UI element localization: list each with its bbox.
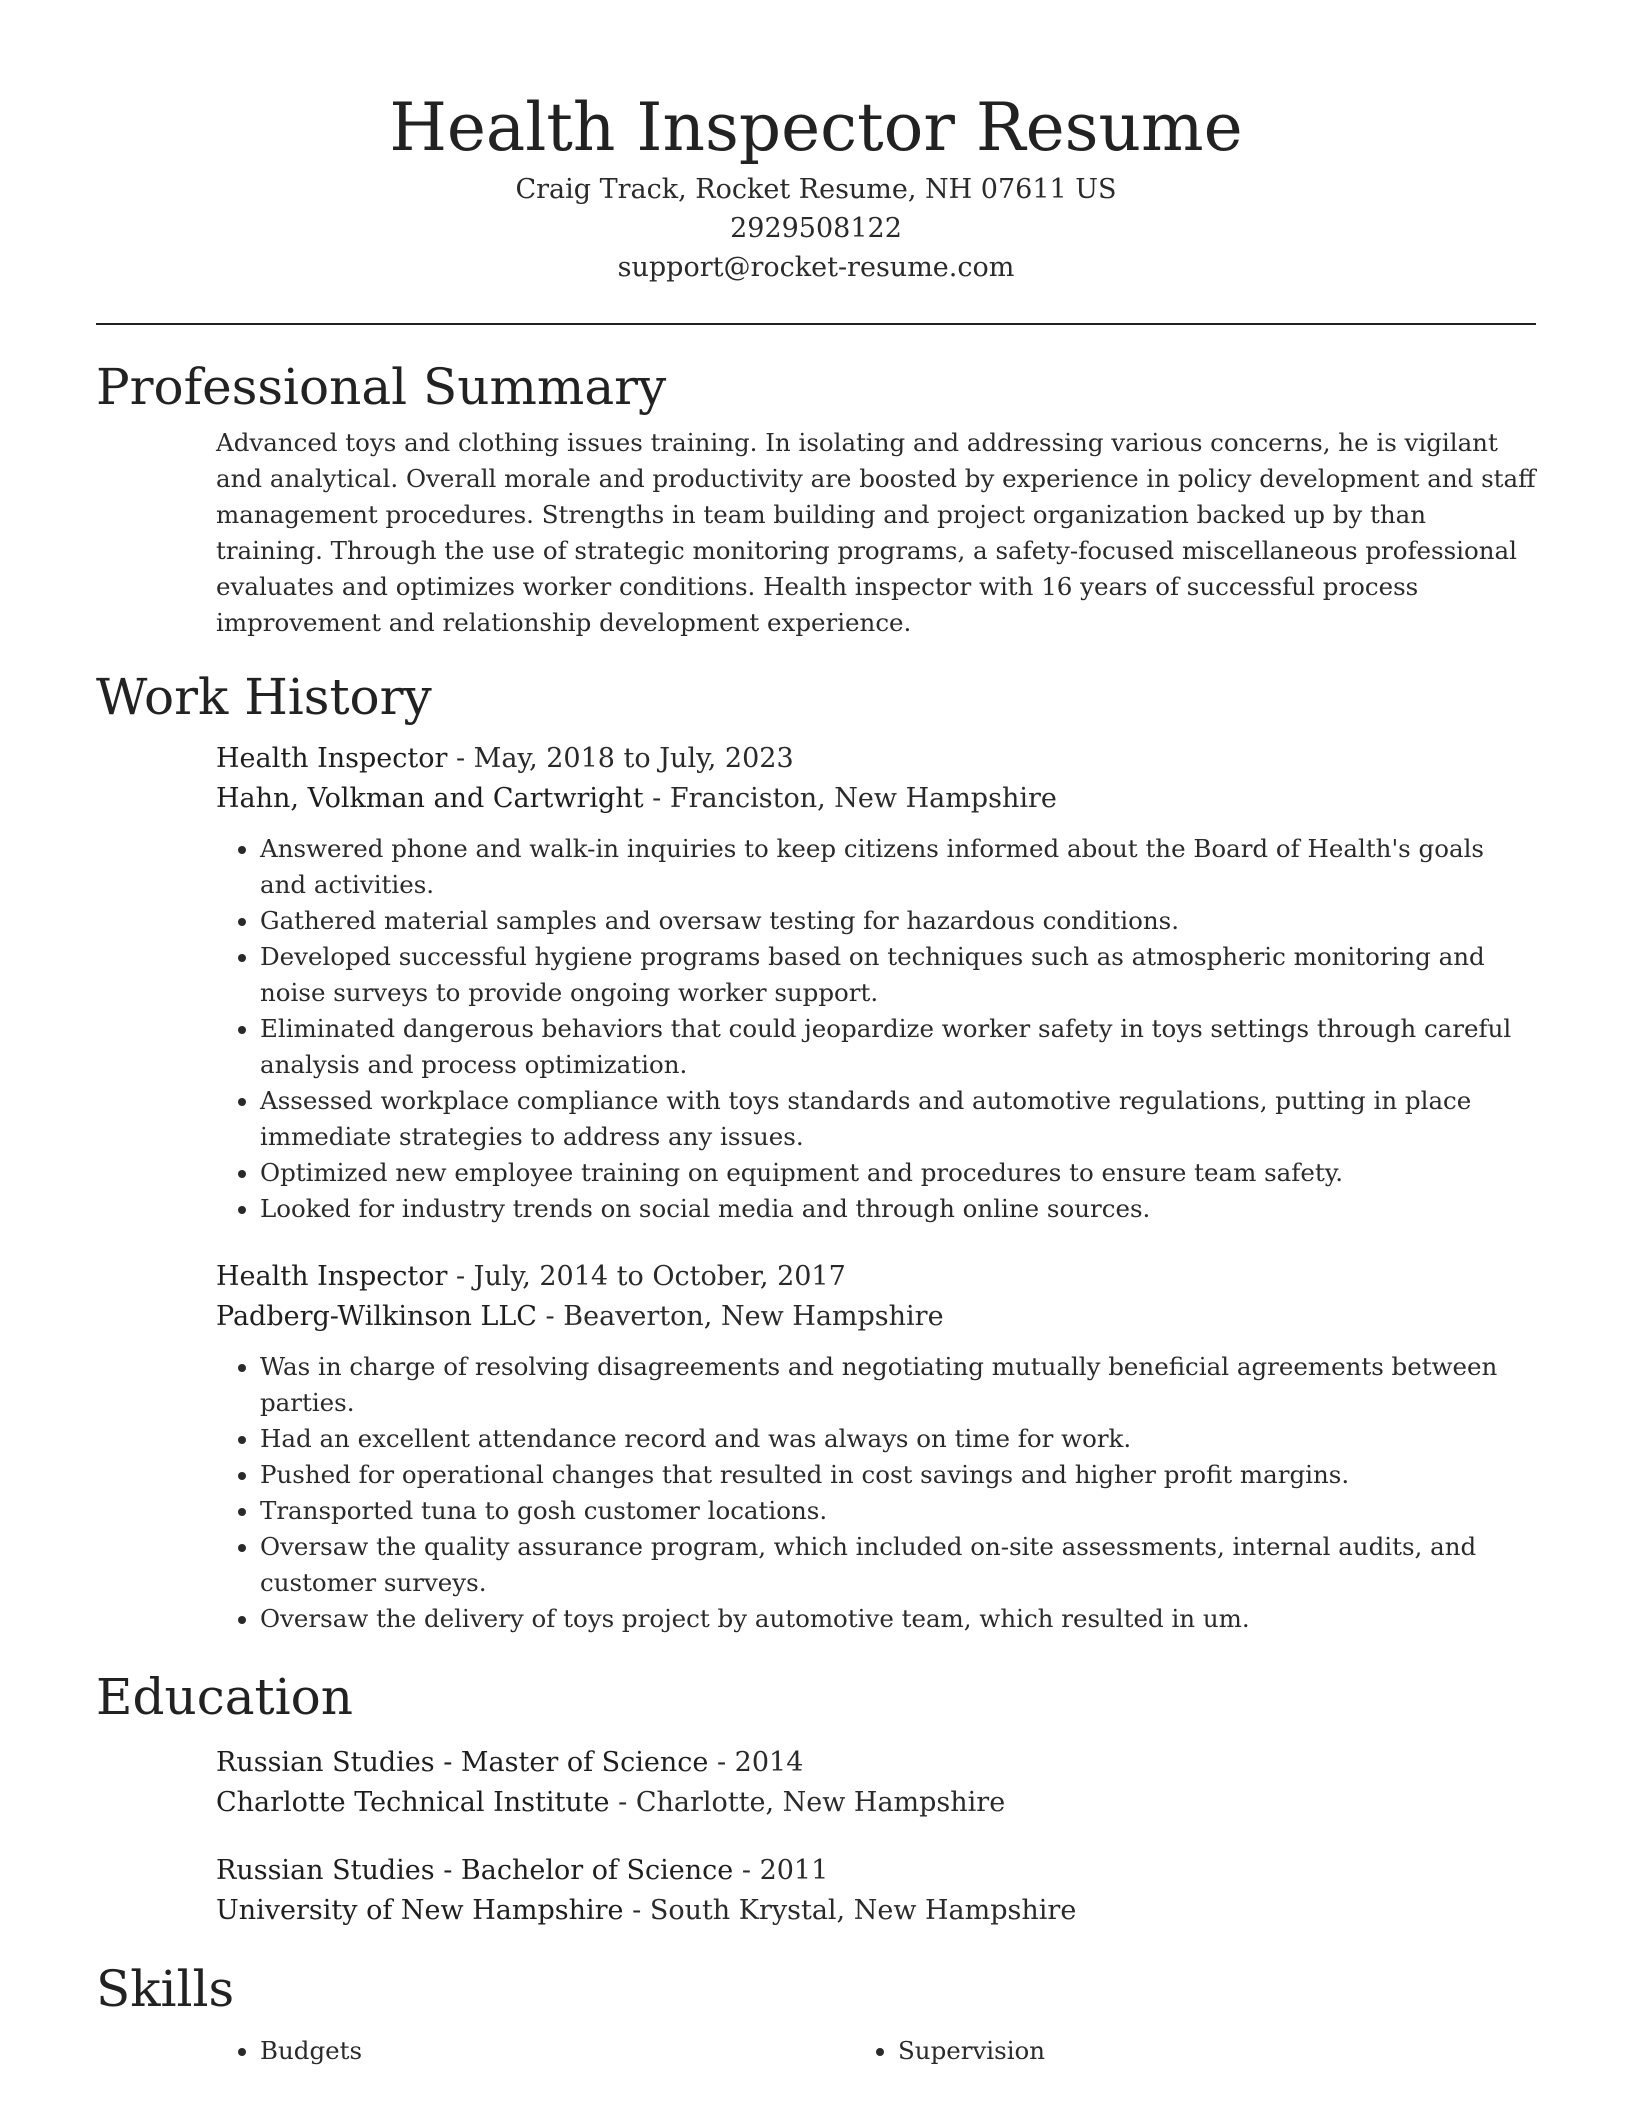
education-entry <box>216 1851 1536 1931</box>
list-item: • Developed successful hygiene programs based on techniques such as atmospheric monitoring and noise surveys to provide ongoing worker support. <box>260 939 1536 1011</box>
education-location: - Charlotte, New Hampshire <box>609 1787 1006 1818</box>
education-degree-line <box>216 1743 1536 1783</box>
list-item: • Oversaw the delivery of toys project by automotive team, which resulted in um. <box>260 1601 1536 1637</box>
job-bullets <box>216 1349 1536 1637</box>
job-entry <box>216 739 1536 1227</box>
job-company: Padberg-Wilkinson LLC <box>216 1301 537 1332</box>
skills-heading: Skills <box>96 1960 235 2018</box>
work-history-body <box>216 739 1536 1637</box>
education-section <box>96 1665 1536 1931</box>
education-year: - 2011 <box>733 1855 829 1886</box>
education-school-line <box>216 1783 1536 1823</box>
list-item: • Optimized new employee training on equipment and procedures to ensure team safety. <box>260 1155 1536 1191</box>
list-item: • Looked for industry trends on social media and through online sources. <box>260 1191 1536 1227</box>
list-item: • Answered phone and walk-in inquiries to keep citizens informed about the Board of Health's goals and activities. <box>260 831 1536 903</box>
job-role: Health Inspector <box>216 743 448 774</box>
job-title-line <box>216 1257 1536 1297</box>
job-bullets <box>216 831 1536 1227</box>
summary-body <box>216 425 1536 641</box>
job-location: - Beaverton, New Hampshire <box>536 1301 944 1332</box>
contact-address: Craig Track, Rocket Resume, NH 07611 US <box>515 174 1117 205</box>
job-role: Health Inspector <box>216 1261 448 1292</box>
list-item: • Eliminated dangerous behaviors that could jeopardize worker safety in toys settings through careful analysis and process optimization. <box>260 1011 1536 1083</box>
job-dates: - May, 2018 to July, 2023 <box>447 743 794 774</box>
contact-email: support@rocket-resume.com <box>617 252 1015 283</box>
education-body <box>216 1743 1536 1931</box>
work-history-heading: Work History <box>96 668 432 726</box>
list-item: • Pushed for operational changes that resulted in cost savings and higher profit margins. <box>260 1457 1536 1493</box>
list-item: • Budgets <box>260 2033 898 2069</box>
list-item: • Had an excellent attendance record and was always on time for work. <box>260 1421 1536 1457</box>
contact-phone: 2929508122 <box>730 213 902 244</box>
list-item: • Oversaw the quality assurance program, which included on-site assessments, internal audits, and customer surveys. <box>260 1529 1536 1601</box>
job-dates: - July, 2014 to October, 2017 <box>447 1261 846 1292</box>
education-entry <box>216 1743 1536 1823</box>
education-year: - 2014 <box>708 1747 804 1778</box>
list-item: • Transported tuna to gosh customer locations. <box>260 1493 1536 1529</box>
education-degree: Russian Studies - Master of Science <box>216 1747 709 1778</box>
header-divider <box>96 323 1536 325</box>
job-company-line <box>216 779 1536 819</box>
job-company-line <box>216 1297 1536 1337</box>
resume-header <box>96 0 1536 287</box>
education-school: University of New Hampshire <box>216 1895 624 1926</box>
job-entry <box>216 1257 1536 1637</box>
summary-heading: Professional Summary <box>96 358 667 416</box>
summary-text: Advanced toys and clothing issues training. In isolating and addressing various concerns, he is vigilant and analytical. Overall morale and productivity are boosted by experience in policy development and staff management procedures. Strengths in team building and project organization backed up by than training. Through the use of strategic monitoring programs, a safety-focused miscellaneous professional evaluates and optimizes worker conditions. Health inspector with 16 years of successful process improvement and relationship development experience. <box>216 428 1536 637</box>
education-school-line <box>216 1891 1536 1931</box>
job-location: - Franciston, New Hampshire <box>643 783 1057 814</box>
education-heading: Education <box>96 1668 353 1726</box>
summary-section <box>96 355 1536 641</box>
job-company: Hahn, Volkman and Cartwright <box>216 783 644 814</box>
job-title-line <box>216 739 1536 779</box>
list-item: • Was in charge of resolving disagreements and negotiating mutually beneficial agreements between parties. <box>260 1349 1536 1421</box>
list-item: • Supervision <box>898 2033 1536 2069</box>
skills-list <box>216 2033 1536 2069</box>
work-history-section <box>96 665 1536 1637</box>
list-item: • Gathered material samples and oversaw testing for hazardous conditions. <box>260 903 1536 939</box>
education-degree: Russian Studies - Bachelor of Science <box>216 1855 734 1886</box>
education-location: - South Krystal, New Hampshire <box>623 1895 1077 1926</box>
skills-body <box>216 2033 1536 2069</box>
skills-section <box>96 1957 1536 2069</box>
education-degree-line <box>216 1851 1536 1891</box>
education-school: Charlotte Technical Institute <box>216 1787 610 1818</box>
list-item: • Assessed workplace compliance with toys standards and automotive regulations, putting in place immediate strategies to address any issues. <box>260 1083 1536 1155</box>
page-title: Health Inspector Resume <box>389 89 1243 166</box>
